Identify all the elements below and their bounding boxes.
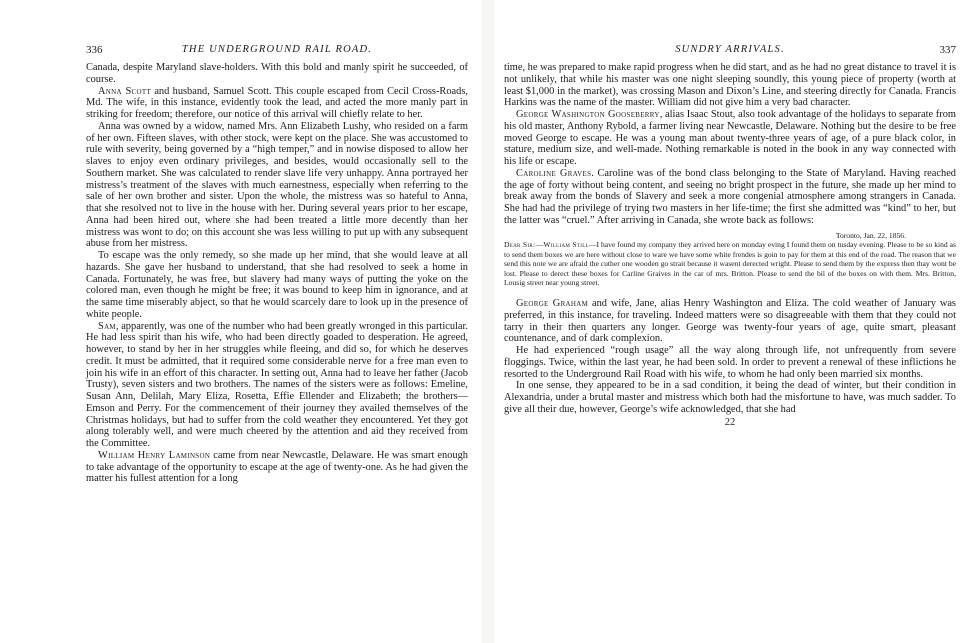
paragraph <box>504 62 956 109</box>
paragraph <box>504 168 956 227</box>
paragraph-body: In one sense, they appeared to be in a sad condition, it being the dead of winter, but their condition in Alexandria, under a brutal master and mistress which both had the misfortune to have, was much sadder. To give all their due, however, George’s wife acknowledged, that she had <box>504 380 956 415</box>
right-page-number: 337 <box>939 44 956 56</box>
left-page-number: 336 <box>86 44 103 56</box>
paragraph-body: , apparently, was one of the number who had been greatly wronged in this particular. He had less spirit than his wife, who had been directly goaded to desperation. He agreed, however, to stand by her in her struggles while fleeing, and did so, for which he deserves credit. It must be admitted, that it required some considerable nerve for a free man even to join his wife in an effort of this character. In setting out, Anna had to leave her father (Jacob Trusty), seven sisters and two brothers. The names of the sisters were as follows: Emeline, Susan Ann, Delilah, Mary Eliza, Rosetta, Effie Ellender and Elizabeth; the brothers—Emson and Perry. For the commencement of their journey they availed themselves of the Christmas holidays, but had to suffer from the cold weather they encountered. Yet they got along tolerably well, and were much cheered by the attention and aid they received from the Committee. <box>86 320 468 449</box>
paragraph <box>86 250 468 321</box>
paragraph <box>86 321 468 450</box>
paragraph <box>504 345 956 380</box>
paragraph-body: , alias Isaac Stout, also took advantage of the holidays to separate from his old master, Anthony Rybold, a farmer living near Newcastle, Delaware. Nothing but the desire to be free moved George to escape. He was a young man about twenty-three years of age, of a pure black color, in stature, medium size, and well-made. Nothing remarkable is noted in the book in any way connected with his life or escape. <box>504 109 956 167</box>
paragraph-body: time, he was prepared to make rapid progress when he did start, and as he had no great distance to travel it is not unlikely, that while his master was one night sleeping soundly, this young piece of property (worth at least $1,000 in the market), was crossing Mason and Dixon’s Line, and steering directly for Canada. Francis Harkins was the name of the master. William did not give him a very bad character. <box>504 62 956 109</box>
entry-name: Anna Scott <box>98 85 152 97</box>
paragraph-body: Anna was owned by a widow, named Mrs. Ann Elizabeth Lushy, who resided on a farm of her own. Fifteen slaves, with other stock, were kept on the place. She was accustomed to rule with severity, being governed by a “high temper,” and in nowise disposed to allow her slaves to enjoy even ordinary privileges, and besides, would occasionally sell to the Southern market. She was calculated to render slave life very unhappy. Anna portrayed her mistress’s treatment of the slaves with much earnestness, especially when referring to the sale of her own brother and sister. Upon the whole, the mistress was so hateful to Anna, that she resolved not to live in the house with her. During several years prior to her escape, Anna had been hired out, where she had been treated a little more decently than her mistress was wont to do; on this account she was less willing to put up with any subsequent abuse from her mistress. <box>86 120 468 250</box>
paragraph <box>504 109 956 168</box>
entry-name: William Henry Laminson <box>98 449 211 461</box>
paragraph-body: and husband, Samuel Scott. This couple escaped from Cecil Cross-Roads, Md. The wife, in this instance, evidently took the lead, and acted the more manly part in striking for freedom; therefore, our notice of this arrival will chiefly relate to her. <box>86 85 469 120</box>
letter-body-wrap <box>504 240 956 288</box>
left-running-head <box>86 44 468 62</box>
entry-name: Caroline Graves <box>516 167 592 179</box>
paragraph-body: came from near Newcastle, Delaware. He was smart enough to take advantage of the opportunity to escape at the age of twenty-one. As he had given the matter his fullest attention for a long <box>86 449 468 485</box>
letter-dateline: Toronto, Jan. 22, 1856. <box>835 230 906 240</box>
letter-salutation: Dear Sir:—William Still <box>504 240 589 250</box>
paragraph <box>86 62 468 86</box>
entry-name: George Washington Gooseberry <box>516 109 660 120</box>
entry-name: George Graham <box>516 298 589 310</box>
right-running-head <box>504 44 956 62</box>
right-text-column <box>504 62 956 428</box>
paragraph-body: He had experienced “rough usage” all the way along through life, not unfrequently from severe floggings. Twice, within the last year, he had been sold. In order to prevent a renewal of these inflictions he resorted to the Underground Rail Road with his wife, to whom he had only been married six months. <box>504 345 956 380</box>
paragraph-body: Canada, despite Maryland slave-holders. With this bold and manly spirit he succeeded, of course. <box>86 62 468 85</box>
left-running-title: THE UNDERGROUND RAIL ROAD. <box>181 44 373 55</box>
paragraph-body: and wife, Jane, alias Henry Washington and Eliza. The cold weather of January was preferred, in this instance, for traveling. Indeed matters were so disagreeable with them that they could not tarry in their then quarters any longer. George was twenty-four years of age, quite smart, pleasant countenance, and of dark complexion. <box>504 298 956 345</box>
left-text-column <box>86 62 468 485</box>
paragraph-body: . Caroline was of the bond class belonging to the State of Maryland. Having reached the age of forty without being content, and seeing no bright prospect in the future, she made up her mind to break away from the bonds of Slavery and seek a more congenial atmosphere among strangers in Canada. She had had the privilege of trying two masters in her life-time; the first she admitted was “kind” to her, but the latter was “cruel.” After arriving in Canada, she wrote back as follows: <box>504 167 956 226</box>
letter-body: —I have found my company they arrived here on monday eving I found them on tusday evening. Please to be so kind as to send them boxes we are here without close to ware we have some white frendes is goin to pay for them at this end of the road. The reason that we send this note we are afraid the cuther one wooden go strait because it wasent derected wright. Please to send them by the express then thay wont be lost. Please to derect these boxes for Carline Graives in the car of mrs. Britton. Please to send the bil of the boxes on with them. Mrs. Britton, Lousig street near young street. <box>504 240 956 288</box>
paragraph <box>86 121 468 250</box>
paragraph <box>86 86 468 121</box>
entry-name: Sam <box>98 320 116 332</box>
paragraph <box>504 298 956 345</box>
right-page <box>494 0 980 643</box>
paragraph <box>504 380 956 415</box>
right-running-title: SUNDRY ARRIVALS. <box>675 44 785 55</box>
book-gutter <box>482 0 494 643</box>
quoted-letter <box>504 231 956 289</box>
paragraph-body: To escape was the only remedy, so she made up her mind, that she would leave at all hazards. She gave her husband to understand, that she had resolved to seek a home in Canada. Fortunately, he was free, but slavery had many ways of putting the yoke on the colored man, even though he might be free; it was bound to keep him in ignorance, and at the same time miserably abject, so that he would scarcely dare to look up in the presence of white people. <box>86 250 468 320</box>
left-page <box>0 0 482 643</box>
paragraph <box>86 450 468 485</box>
signature-mark: 22 <box>724 416 736 428</box>
